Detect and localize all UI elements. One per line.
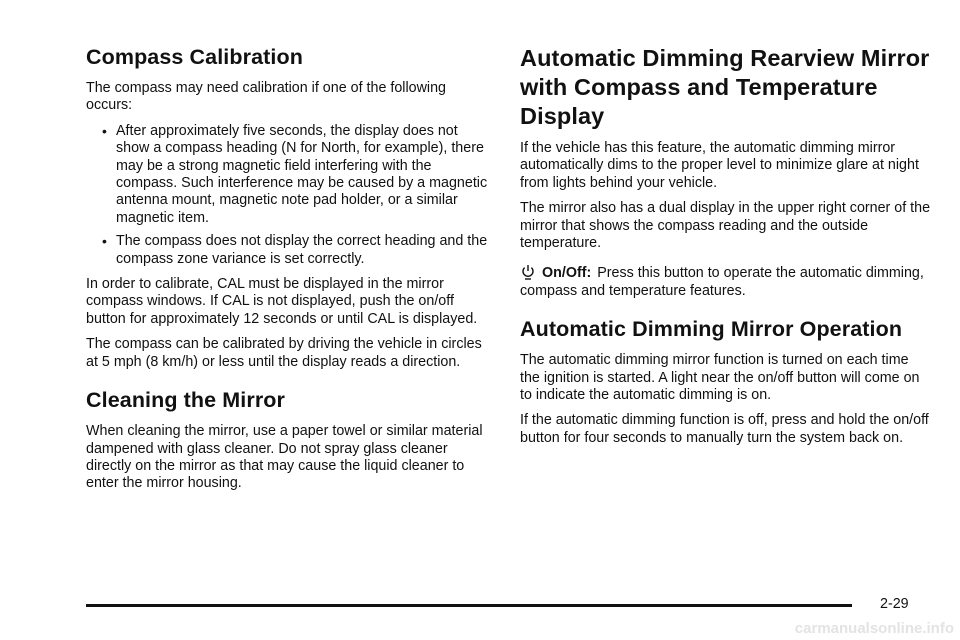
- feature-paragraph: If the vehicle has this feature, the automatic dimming mirror automatically dims to the proper level to minimize glare at night from lights behind your vehicle.: [520, 140, 919, 191]
- left-column: [86, 44, 490, 501]
- footer-rule: [86, 604, 852, 607]
- cleaning-paragraph: When cleaning the mirror, use a paper towel or similar material dampened with glass cleaner. Do not spray glass cleaner directly on the mirror as that may cause the liquid cleaner to enter the mirror housing.: [86, 423, 483, 492]
- calibration-conditions-list: [86, 123, 490, 268]
- dimming-mirror-heading: Automatic Dimming Rearview Mirror with Compass and Temperature Display: [520, 45, 930, 129]
- operation-paragraph: The automatic dimming mirror function is turned on each time the ignition is started. A light near the on/off button will come on to indicate the automatic dimming is on.: [520, 352, 920, 404]
- onoff-label: On/Off:: [542, 265, 592, 282]
- page-number: 2-29: [880, 596, 909, 612]
- mirror-operation-heading: Automatic Dimming Mirror Operation: [520, 317, 903, 342]
- cleaning-mirror-heading: Cleaning the Mirror: [86, 388, 286, 413]
- list-item-text: The compass does not display the correct heading and the compass zone variance is set correctly.: [116, 233, 488, 267]
- bullet-icon: •: [102, 233, 107, 250]
- list-item-text: After approximately five seconds, the display does not show a compass heading (N for North, for example), there may be a strong magnetic field interfering with the compass. Such interference may be caused by a magnetic antenna mount, magnetic note pad holder, or a similar magnetic item.: [116, 122, 488, 226]
- onoff-button-description: [520, 264, 932, 300]
- list-item: [86, 233, 490, 268]
- off-paragraph: If the automatic dimming function is off, press and hold the on/off button for four seconds to manually turn the system back on.: [520, 412, 929, 446]
- bullet-icon: •: [102, 122, 107, 139]
- watermark: carmanualsonline.info: [794, 620, 954, 637]
- display-paragraph: The mirror also has a dual display in the upper right corner of the mirror that shows the compass reading and the outside temperature.: [520, 200, 931, 252]
- onoff-text: Press this button to operate the automatic dimming, compass and temperature features.: [520, 265, 924, 299]
- right-column: [520, 44, 932, 455]
- driving-paragraph: The compass can be calibrated by driving the vehicle in circles at 5 mph (8 km/h) or less until the display reads a direction.: [86, 336, 482, 370]
- power-button-icon: [520, 264, 536, 280]
- calibrate-paragraph: In order to calibrate, CAL must be displayed in the mirror compass windows. If CAL is not displayed, push the on/off button for approximately 12 seconds or until CAL is displayed.: [86, 276, 478, 327]
- compass-calibration-heading: Compass Calibration: [86, 45, 303, 69]
- compass-intro-paragraph: The compass may need calibration if one of the following occurs:: [86, 80, 447, 114]
- list-item: [86, 123, 490, 227]
